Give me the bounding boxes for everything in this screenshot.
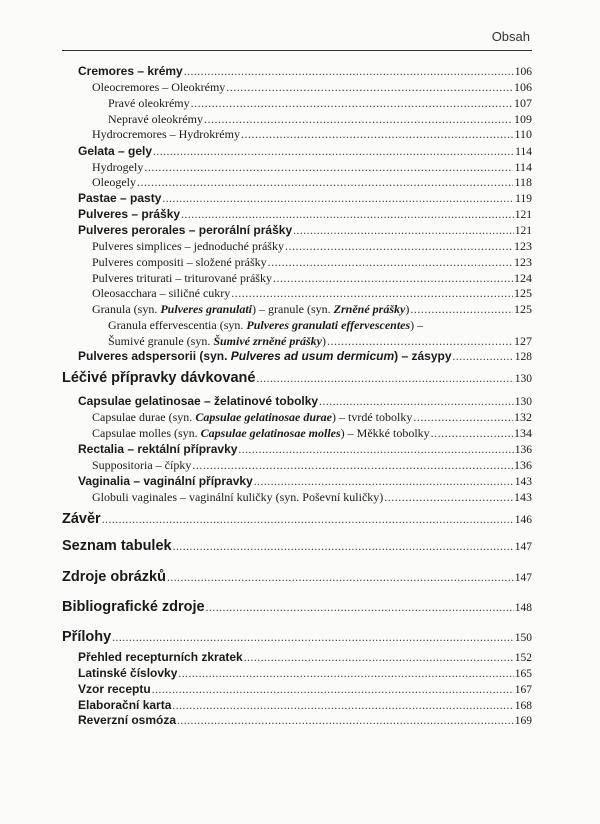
toc-dot-leader [453, 351, 514, 363]
toc-entry-label [92, 410, 412, 425]
toc-dot-leader [244, 652, 514, 664]
toc-entry [92, 271, 532, 286]
toc-entry-label-text: Pulveres adspersorii (syn. [78, 349, 231, 363]
toc-dot-leader [191, 96, 513, 111]
toc-page-number: 121 [514, 209, 532, 221]
toc-page-number: 146 [514, 514, 532, 526]
toc-dot-leader [410, 302, 513, 317]
toc-entry-label-text: Granula (syn. [92, 302, 161, 316]
toc-dot-leader [226, 80, 513, 95]
toc-entry-label: Rectalia – rektální přípravky [78, 442, 238, 456]
toc-entry-label: Pulveres triturati – triturované prášky [92, 271, 272, 285]
toc-page-number: 125 [514, 286, 532, 300]
toc-entry-label: Bibliografické zdroje [62, 599, 205, 615]
toc-entry-label [92, 426, 430, 441]
toc-page-number: 147 [514, 541, 532, 553]
toc-entry [92, 286, 532, 301]
toc-page-number: 148 [514, 602, 532, 614]
toc-page-number: 150 [514, 632, 532, 644]
toc-entry-label [108, 334, 326, 349]
toc-entry-label: Elaborační karta [78, 698, 172, 712]
toc-entry-label-text: ) – granule (syn. [252, 302, 334, 316]
toc-dot-leader [112, 632, 514, 644]
toc-page-number: 167 [514, 684, 532, 696]
toc-page-number: 136 [514, 444, 532, 456]
toc-page-number: 136 [514, 458, 532, 472]
toc-dot-leader [152, 684, 514, 696]
toc-dot-leader [256, 373, 513, 385]
toc-dot-leader [206, 602, 514, 614]
toc-page-number: 130 [514, 396, 532, 408]
toc-entry-label: Oleocremores – Oleokrémy [92, 80, 226, 94]
toc-entry-label: Capsulae gelatinosae – želatinové tobolky [78, 394, 319, 408]
toc-entry [78, 666, 532, 680]
toc-entry [62, 629, 532, 645]
toc-entry-label-text: ) – [410, 318, 424, 332]
toc-entry-label: Vzor receptu [78, 682, 151, 696]
toc-page-number: 152 [514, 652, 532, 664]
toc-entry [78, 394, 532, 408]
toc-entry [92, 458, 532, 473]
toc-entry [78, 442, 532, 456]
toc-entry-label [92, 302, 409, 317]
toc-dot-leader [413, 410, 513, 425]
toc-entry [78, 474, 532, 488]
toc-page-number: 143 [514, 490, 532, 504]
toc-page-number: 130 [514, 373, 532, 385]
toc-entry-label: Cremores – krémy [78, 64, 183, 78]
toc-entry [92, 239, 532, 254]
toc-entry-label-emphasis: Capsulae gelatinosae molles [200, 426, 341, 440]
toc-dot-leader [184, 66, 514, 78]
toc-entry-label-text: ) – zásypy [394, 349, 452, 363]
toc-entry [92, 175, 532, 190]
toc-entry [62, 538, 532, 554]
toc-page-number: 119 [515, 193, 532, 205]
toc-entry-label-emphasis: Šumivé zrněné prášky [213, 334, 323, 348]
toc-entry-label-text: Capsulae durae (syn. [92, 410, 196, 424]
toc-entry [78, 191, 532, 205]
toc-page-number: 114 [515, 146, 532, 158]
toc-entry [78, 144, 532, 158]
toc-page-number: 147 [514, 572, 532, 584]
toc-entry [62, 599, 532, 615]
toc-entry-label: Pulveres simplices – jednoduché prášky [92, 239, 284, 253]
toc-page-number: 168 [514, 700, 532, 712]
toc-entry-label-emphasis: Pulveres granulati effervescentes [246, 318, 411, 332]
toc-dot-leader [285, 239, 513, 254]
toc-entry [78, 207, 532, 221]
toc-entry [92, 490, 532, 505]
toc-dot-leader [384, 490, 513, 505]
toc-page-number: 118 [514, 175, 532, 189]
toc-entry-label-text: Šumivé granule (syn. [108, 334, 214, 348]
toc-page-number: 121 [514, 225, 532, 237]
toc-dot-leader [178, 668, 513, 680]
toc-dot-leader [273, 271, 513, 286]
toc-dot-leader [102, 514, 514, 526]
toc-entry [108, 96, 532, 111]
toc-page-number: 134 [514, 426, 532, 440]
toc-entry-label: Hydrogely [92, 160, 144, 174]
toc-dot-leader [268, 255, 513, 270]
toc-entry [108, 112, 532, 127]
toc-entry-label: Vaginalia – vaginální přípravky [78, 474, 253, 488]
toc-page-number: 124 [514, 271, 532, 285]
toc-entry [92, 255, 532, 270]
toc-page-number: 128 [514, 351, 532, 363]
toc-page-number: 110 [514, 127, 532, 141]
toc-page-number: 109 [514, 112, 532, 126]
toc-entry [92, 302, 532, 317]
toc-entry-label-text: Granula effervescentia (syn. [108, 318, 247, 332]
toc-dot-leader [431, 426, 513, 441]
toc-entry-label-text: ) – Měkké tobolky [340, 426, 430, 440]
toc-entry-label: Seznam tabulek [62, 538, 172, 554]
toc-dot-leader [231, 286, 513, 301]
toc-dot-leader [177, 715, 514, 727]
toc-entry-label: Globuli vaginales – vaginální kuličky (syn. Poševní kuličky) [92, 490, 384, 504]
toc-entry [108, 318, 532, 333]
toc-entry-label: Pastae – pasty [78, 191, 162, 205]
toc-entry-label-text: ) [405, 302, 410, 316]
toc-page-number: 123 [514, 239, 532, 253]
toc-page-number: 169 [514, 715, 532, 727]
toc-entry-label [108, 318, 423, 333]
toc-entry [92, 410, 532, 425]
toc-entry [78, 64, 532, 78]
toc-dot-leader [319, 396, 514, 408]
toc-entry [78, 650, 532, 664]
toc-dot-leader [293, 225, 514, 237]
toc-entry [62, 511, 532, 527]
toc-entry-label: Pravé oleokrémy [108, 96, 190, 110]
toc-dot-leader [144, 160, 513, 175]
toc-dot-leader [153, 146, 514, 158]
toc-entry-label: Nepravé oleokrémy [108, 112, 203, 126]
toc-page-number: 106 [514, 80, 532, 94]
toc-entry [78, 223, 532, 237]
toc-entry-label: Hydrocremores – Hydrokrémy [92, 127, 240, 141]
toc-page-number: 106 [514, 66, 532, 78]
toc-dot-leader [238, 444, 513, 456]
toc-dot-leader [172, 700, 513, 712]
toc-entry [92, 426, 532, 441]
toc-entry-label-emphasis: Zrněné prášky [333, 302, 406, 316]
toc-dot-leader [181, 209, 514, 221]
toc-page-number: 107 [514, 96, 532, 110]
toc-entry-label: Oleosacchara – siličné cukry [92, 286, 231, 300]
toc-entry-label: Reverzní osmóza [78, 713, 177, 727]
toc-entry [78, 698, 532, 712]
toc-entry-label: Pulveres perorales – perorální prášky [78, 223, 293, 237]
toc-page-number: 143 [514, 476, 532, 488]
toc-entry-label: Přehled recepturních zkratek [78, 650, 243, 664]
toc-entry-label: Zdroje obrázků [62, 569, 166, 585]
toc-entry [78, 713, 532, 727]
toc-entry [62, 569, 532, 585]
toc-entry-label-emphasis: Capsulae gelatinosae durae [195, 410, 332, 424]
toc-entry-label: Léčivé přípravky dávkované [62, 370, 256, 386]
running-header-title: Obsah [491, 29, 530, 44]
toc-entry [78, 349, 532, 363]
toc-entry [62, 370, 532, 386]
toc-entry [92, 80, 532, 95]
toc-page-number: 165 [514, 668, 532, 680]
toc-dot-leader [162, 193, 514, 205]
toc-page-number: 127 [514, 334, 532, 348]
toc-entry-label: Přílohy [62, 629, 112, 645]
toc-dot-leader [137, 175, 513, 190]
toc-entry-label: Latinské číslovky [78, 666, 178, 680]
toc-dot-leader [327, 334, 513, 349]
toc-entry [92, 127, 532, 142]
toc-entry [108, 334, 532, 349]
toc-page-number: 114 [514, 160, 532, 174]
toc-entry-label-emphasis: Pulveres ad usum dermicum [230, 349, 395, 363]
toc-page-number: 125 [514, 302, 532, 316]
toc-entry-label: Gelata – gely [78, 144, 153, 158]
toc-entry-label [78, 349, 452, 363]
toc-dot-leader [204, 112, 513, 127]
toc-dot-leader [254, 476, 514, 488]
toc-entry [92, 160, 532, 175]
toc-entry-label-emphasis: Pulveres granulati [160, 302, 253, 316]
toc-dot-leader [167, 572, 514, 584]
toc-entry [78, 682, 532, 696]
toc-dot-leader [173, 541, 514, 553]
toc-entry-label: Oleogely [92, 175, 136, 189]
toc-entry-label-text: ) – tvrdé tobolky [332, 410, 413, 424]
toc-entry-label: Pulveres compositi – složené prášky [92, 255, 267, 269]
toc-entry-label-text: ) [322, 334, 327, 348]
toc-entry-label-text: Capsulae molles (syn. [92, 426, 201, 440]
toc-page-number: 132 [514, 410, 532, 424]
toc-dot-leader [192, 458, 513, 473]
toc-entry-label: Suppositoria – čípky [92, 458, 192, 472]
toc-entry-label: Pulveres – prášky [78, 207, 181, 221]
toc-page-number: 123 [514, 255, 532, 269]
toc-dot-leader [241, 127, 513, 142]
toc-entry-label: Závěr [62, 511, 101, 527]
